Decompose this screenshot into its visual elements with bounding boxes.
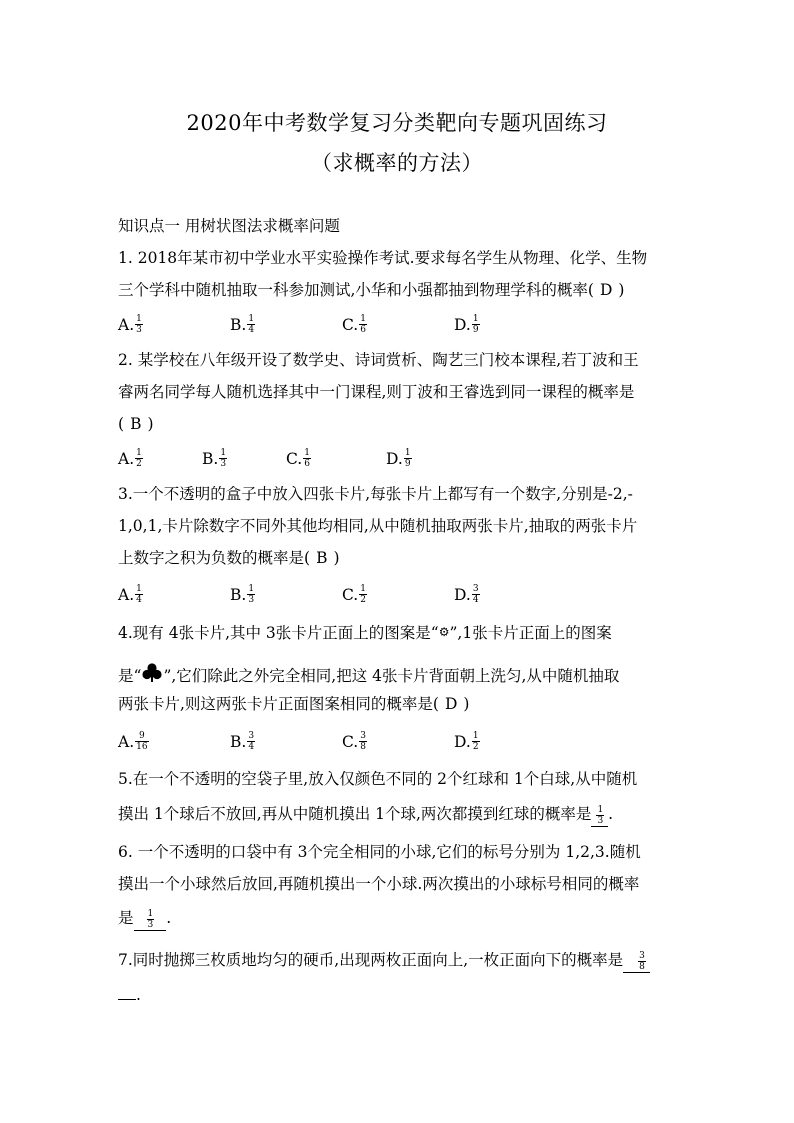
q4-answer: D	[444, 695, 458, 713]
q6-end: .	[166, 909, 172, 927]
q1-option-a: A. $\frac{1}{3}$	[118, 314, 142, 335]
q1-line-2	[118, 280, 678, 300]
q7-text: 7.同时抛掷三枚质地均匀的硬币,出现两枚正面向上,一枚正面向下的概率是	[118, 951, 624, 969]
q1-option-b: B. $\frac{1}{4}$	[230, 314, 255, 335]
q1-answer: D	[599, 281, 613, 299]
q4-line-1	[118, 622, 678, 643]
q4-option-d: D. $\frac{1}{2}$	[454, 731, 479, 752]
section-heading: 知识点一 用树状图法求概率问题	[118, 217, 340, 235]
gear-icon: ⚙	[438, 625, 450, 639]
q4-close: )	[463, 695, 470, 713]
q3-line-2: 1,0,1,卡片除数字不同外其他均相同,从中随机抽取两张卡片,抽取的两张卡片	[118, 517, 638, 535]
q1-close: )	[618, 281, 625, 299]
q2-close: )	[147, 415, 154, 433]
q7-end: .	[136, 986, 141, 1004]
q3-option-c: C. $\frac{1}{2}$	[342, 584, 366, 605]
q7-line-1	[118, 950, 678, 973]
q3-line-3	[118, 548, 678, 568]
q3-option-b: B. $\frac{1}{3}$	[230, 584, 255, 605]
q6-text: 是	[118, 909, 134, 927]
q6-line-3	[118, 908, 678, 931]
q1-text: 三个学科中随机抽取一科参加测试,小华和小强都抽到物理学科的概率(	[118, 281, 594, 299]
page-title: 2020年中考数学复习分类靶向专题巩固练习	[186, 111, 608, 135]
q4-option-c: C. $\frac{3}{8}$	[342, 731, 366, 752]
q4-text-2b: ”,它们除此之外完全相同,把这 4张卡片背面朝上洗匀,从中随机抽取	[163, 667, 620, 685]
q7-line-2	[118, 985, 678, 1005]
q6-answer-blank: $\frac{1}{3}$	[134, 908, 167, 931]
q2-option-b: B. $\frac{1}{3}$	[202, 448, 227, 469]
q1-option-d: D. $\frac{1}{9}$	[454, 314, 479, 335]
q6-line-1: 6. 一个不透明的口袋中有 3个完全相同的小球,它们的标号分别为 1,2,3.随机	[118, 843, 641, 861]
q2-option-a: A. $\frac{1}{2}$	[118, 448, 142, 469]
q2-option-c: C. $\frac{1}{6}$	[286, 448, 310, 469]
q4-text-2a: 是“	[118, 667, 142, 685]
q5-answer-blank: $\frac{1}{3}$	[591, 804, 608, 827]
q3-close: )	[333, 549, 340, 567]
q7-blank-tail	[118, 999, 136, 1000]
q1-options	[118, 314, 678, 338]
q3-line-1: 3.一个不透明的盒子中放入四张卡片,每张卡片上都写有一个数字,分别是-2,-	[118, 485, 633, 503]
q5-line-1: 5.在一个不透明的空袋子里,放入仅颜色不同的 2个红球和 1个白球,从中随机	[118, 770, 638, 788]
q1-option-c: C. $\frac{1}{6}$	[342, 314, 366, 335]
q2-line-1: 2. 某学校在八年级开设了数学史、诗词赏析、陶艺三门校本课程,若丁波和王	[118, 351, 639, 369]
q3-text: 上数字之积为负数的概率是(	[118, 549, 311, 567]
q5-end: .	[608, 805, 614, 823]
q2-option-d: D. $\frac{1}{9}$	[386, 448, 411, 469]
club-icon	[141, 662, 163, 689]
q3-options	[118, 584, 678, 608]
q4-text: 两张卡片,则这两张卡片正面图案相同的概率是(	[118, 695, 439, 713]
q4-option-b: B. $\frac{3}{4}$	[230, 731, 255, 752]
page-subtitle: （求概率的方法）	[311, 151, 483, 175]
q4-text-1a: 4.现有 4张卡片,其中 3张卡片正面上的图案是“	[118, 624, 439, 642]
q1-line-1: 1. 2018年某市初中学业水平实验操作考试.要求每名学生从物理、化学、生物	[118, 249, 648, 267]
q4-line-2	[118, 662, 678, 689]
q2-options	[118, 448, 678, 472]
q2-open: (	[118, 415, 125, 433]
q5-text: 摸出 1个球后不放回,再从中随机摸出 1个球,两次都摸到红球的概率是	[118, 805, 592, 823]
q3-answer: B	[316, 549, 328, 567]
q3-option-d: D. $\frac{3}{4}$	[454, 584, 479, 605]
q3-option-a: A. $\frac{1}{4}$	[118, 584, 142, 605]
q4-options	[118, 731, 678, 755]
q4-option-a: A. $\frac{9}{16}$	[118, 731, 148, 752]
q6-line-2: 摸出一个小球然后放回,再随机摸出一个小球.两次摸出的小球标号相同的概率	[118, 875, 640, 893]
q7-answer-blank: $\frac{3}{8}$	[623, 950, 650, 973]
q2-line-3	[118, 414, 678, 434]
q5-line-2	[118, 804, 678, 827]
q4-text-1b: ”,1张卡片正面上的图案	[449, 624, 612, 642]
q4-line-3	[118, 694, 678, 714]
q2-line-2: 睿两名同学每人随机选择其中一门课程,则丁波和王睿选到同一课程的概率是	[118, 383, 635, 401]
q2-answer: B	[130, 415, 142, 433]
